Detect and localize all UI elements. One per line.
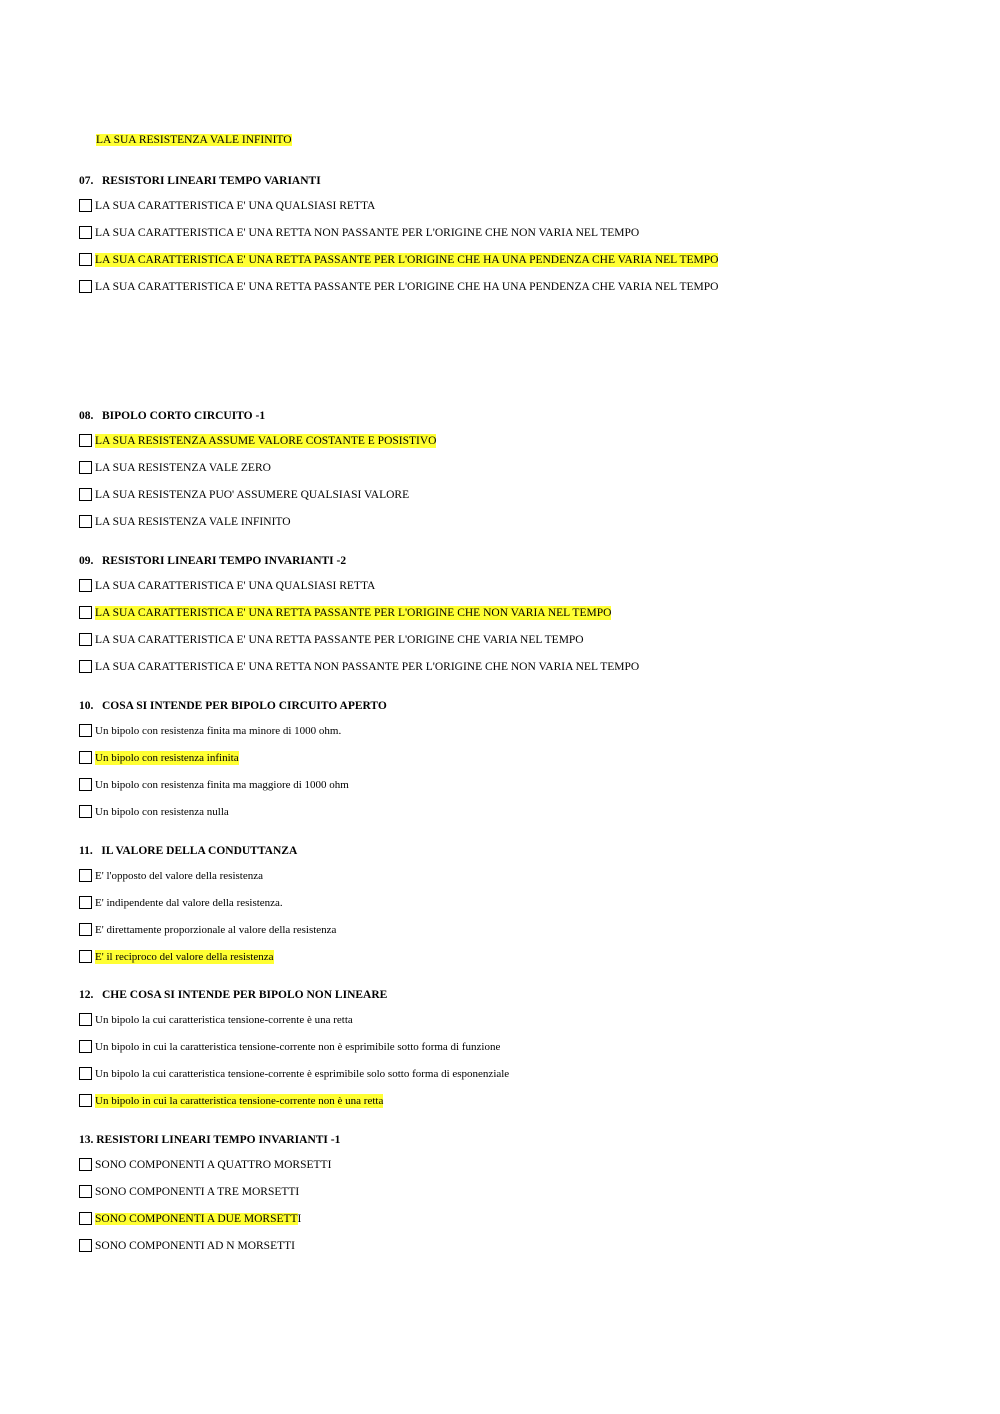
question-title-text: RESISTORI LINEARI TEMPO INVARIANTI -2 — [102, 555, 347, 567]
question-13 — [79, 1133, 939, 1266]
answer-option — [79, 606, 939, 633]
question-08 — [79, 409, 939, 542]
question-title — [79, 174, 939, 189]
answer-checkbox[interactable] — [79, 1040, 92, 1053]
answer-checkbox[interactable] — [79, 778, 92, 791]
answer-options — [79, 869, 939, 977]
answer-option-text: LA SUA RESISTENZA PUO' ASSUMERE QUALSIASI VALORE — [95, 489, 410, 501]
question-title — [79, 554, 939, 569]
question-12 — [79, 988, 939, 1121]
question-title-text: BIPOLO CORTO CIRCUITO -1 — [102, 410, 266, 422]
answer-option-text: LA SUA CARATTERISTICA E' UNA RETTA NON PASSANTE PER L'ORIGINE CHE NON VARIA NEL TEMPO — [95, 227, 640, 239]
answer-option-text: SONO COMPONENTI A QUATTRO MORSETTI — [95, 1159, 332, 1171]
answer-option — [79, 751, 939, 778]
answer-checkbox[interactable] — [79, 950, 92, 963]
answer-option — [79, 633, 939, 660]
answer-option — [79, 199, 939, 226]
answer-checkbox[interactable] — [79, 579, 92, 592]
answer-option-text-remainder: I — [297, 1213, 302, 1225]
question-09 — [79, 554, 939, 687]
question-title-text: COSA SI INTENDE PER BIPOLO CIRCUITO APERTO — [102, 700, 387, 712]
answer-option — [79, 1067, 939, 1094]
answer-checkbox[interactable] — [79, 606, 92, 619]
answer-checkbox[interactable] — [79, 724, 92, 737]
question-title-text: RESISTORI LINEARI TEMPO INVARIANTI -1 — [96, 1134, 341, 1146]
answer-checkbox[interactable] — [79, 1239, 92, 1252]
answer-option — [79, 253, 939, 280]
answer-option-text: LA SUA CARATTERISTICA E' UNA RETTA NON PASSANTE PER L'ORIGINE CHE NON VARIA NEL TEMPO — [95, 661, 640, 673]
question-title — [79, 988, 939, 1003]
answer-option — [79, 1094, 939, 1121]
answer-option-text: LA SUA CARATTERISTICA E' UNA RETTA PASSANTE PER L'ORIGINE CHE VARIA NEL TEMPO — [95, 634, 584, 646]
answer-option — [79, 1239, 939, 1266]
question-number: 07. — [79, 175, 94, 187]
question-title — [79, 1133, 939, 1148]
answer-option-text: Un bipolo con resistenza finita ma minore di 1000 ohm. — [95, 725, 342, 737]
answer-option-text: Un bipolo la cui caratteristica tensione-corrente è una retta — [95, 1014, 353, 1026]
answer-option-text: LA SUA CARATTERISTICA E' UNA RETTA PASSANTE PER L'ORIGINE CHE HA UNA PENDENZA CHE VARIA NEL TEMPO — [95, 281, 719, 293]
answer-checkbox[interactable] — [79, 253, 92, 266]
answer-option-text: Un bipolo con resistenza nulla — [95, 806, 229, 818]
answer-option-text-highlighted: SONO COMPONENTI A DUE MORSETT — [95, 1213, 298, 1225]
answer-checkbox[interactable] — [79, 434, 92, 447]
answer-option-text-highlighted: LA SUA CARATTERISTICA E' UNA RETTA PASSANTE PER L'ORIGINE CHE HA UNA PENDENZA CHE VARIA NEL TEMPO — [95, 254, 719, 266]
answer-checkbox[interactable] — [79, 751, 92, 764]
answer-checkbox[interactable] — [79, 923, 92, 936]
previous-answer-continuation — [96, 133, 292, 148]
answer-option-text: E' indipendente dal valore della resistenza. — [95, 897, 283, 909]
question-11 — [79, 844, 939, 977]
answer-option — [79, 515, 939, 542]
answer-checkbox[interactable] — [79, 280, 92, 293]
answer-option — [79, 226, 939, 253]
question-title — [79, 699, 939, 714]
answer-option-text: LA SUA CARATTERISTICA E' UNA QUALSIASI RETTA — [95, 580, 376, 592]
answer-option-text-highlighted: Un bipolo in cui la caratteristica tensione-corrente non è una retta — [95, 1095, 384, 1107]
answer-checkbox[interactable] — [79, 1185, 92, 1198]
answer-options — [79, 199, 939, 307]
answer-checkbox[interactable] — [79, 515, 92, 528]
question-title-text: IL VALORE DELLA CONDUTTANZA — [101, 845, 298, 857]
question-title — [79, 409, 939, 424]
highlighted-answer-text: LA SUA RESISTENZA VALE INFINITO — [96, 134, 292, 146]
question-title-text: CHE COSA SI INTENDE PER BIPOLO NON LINEARE — [102, 989, 388, 1001]
answer-option-text: LA SUA RESISTENZA VALE INFINITO — [95, 516, 291, 528]
answer-option — [79, 434, 939, 461]
answer-option-text-wrap — [95, 1212, 301, 1226]
answer-checkbox[interactable] — [79, 1212, 92, 1225]
answer-checkbox[interactable] — [79, 869, 92, 882]
answer-option-text-highlighted: LA SUA RESISTENZA ASSUME VALORE COSTANTE E POSISTIVO — [95, 435, 437, 447]
answer-options — [79, 1158, 939, 1266]
question-number: 12. — [79, 989, 94, 1001]
answer-checkbox[interactable] — [79, 633, 92, 646]
answer-checkbox[interactable] — [79, 660, 92, 673]
answer-option — [79, 778, 939, 805]
answer-option-text: LA SUA RESISTENZA VALE ZERO — [95, 462, 271, 474]
question-number: 08. — [79, 410, 94, 422]
answer-option-text: SONO COMPONENTI A TRE MORSETTI — [95, 1186, 300, 1198]
answer-options — [79, 724, 939, 832]
answer-options — [79, 579, 939, 687]
question-10 — [79, 699, 939, 832]
answer-checkbox[interactable] — [79, 1013, 92, 1026]
answer-option — [79, 869, 939, 896]
answer-option — [79, 805, 939, 832]
answer-checkbox[interactable] — [79, 805, 92, 818]
answer-option-text: SONO COMPONENTI AD N MORSETTI — [95, 1240, 295, 1252]
question-number: 10. — [79, 700, 94, 712]
answer-option — [79, 461, 939, 488]
answer-option-text: LA SUA CARATTERISTICA E' UNA QUALSIASI RETTA — [95, 200, 376, 212]
answer-option — [79, 950, 939, 977]
answer-option-text: E' l'opposto del valore della resistenza — [95, 870, 263, 882]
answer-checkbox[interactable] — [79, 488, 92, 501]
answer-option — [79, 280, 939, 307]
answer-option — [79, 488, 939, 515]
answer-option — [79, 1040, 939, 1067]
answer-checkbox[interactable] — [79, 1094, 92, 1107]
answer-option — [79, 579, 939, 606]
question-title-text: RESISTORI LINEARI TEMPO VARIANTI — [102, 175, 321, 187]
answer-option-text-highlighted: LA SUA CARATTERISTICA E' UNA RETTA PASSANTE PER L'ORIGINE CHE NON VARIA NEL TEMPO — [95, 607, 612, 619]
answer-option — [79, 896, 939, 923]
answer-option — [79, 660, 939, 687]
answer-option — [79, 724, 939, 751]
answer-option — [79, 1185, 939, 1212]
answer-option-text-highlighted: E' il reciproco del valore della resistenza — [95, 951, 274, 963]
question-07 — [79, 174, 939, 307]
answer-checkbox[interactable] — [79, 226, 92, 239]
answer-option-text-highlighted: Un bipolo con resistenza infinita — [95, 752, 239, 764]
answer-option-text: Un bipolo la cui caratteristica tensione-corrente è esprimibile solo sotto forma di esponenziale — [95, 1068, 510, 1080]
answer-options — [79, 1013, 939, 1121]
answer-option-text: E' direttamente proporzionale al valore della resistenza — [95, 924, 337, 936]
answer-option-text: Un bipolo con resistenza finita ma maggiore di 1000 ohm — [95, 779, 349, 791]
answer-option — [79, 1212, 939, 1239]
answer-checkbox[interactable] — [79, 1158, 92, 1171]
answer-option-text: Un bipolo in cui la caratteristica tensione-corrente non è esprimibile sotto forma di funzione — [95, 1041, 501, 1053]
answer-checkbox[interactable] — [79, 461, 92, 474]
answer-checkbox[interactable] — [79, 1067, 92, 1080]
question-number: 13. — [79, 1134, 94, 1146]
answer-option — [79, 1013, 939, 1040]
answer-option — [79, 923, 939, 950]
question-number: 11. — [79, 845, 93, 857]
answer-option — [79, 1158, 939, 1185]
question-title — [79, 844, 939, 859]
answer-checkbox[interactable] — [79, 199, 92, 212]
question-number: 09. — [79, 555, 94, 567]
answer-checkbox[interactable] — [79, 896, 92, 909]
answer-options — [79, 434, 939, 542]
